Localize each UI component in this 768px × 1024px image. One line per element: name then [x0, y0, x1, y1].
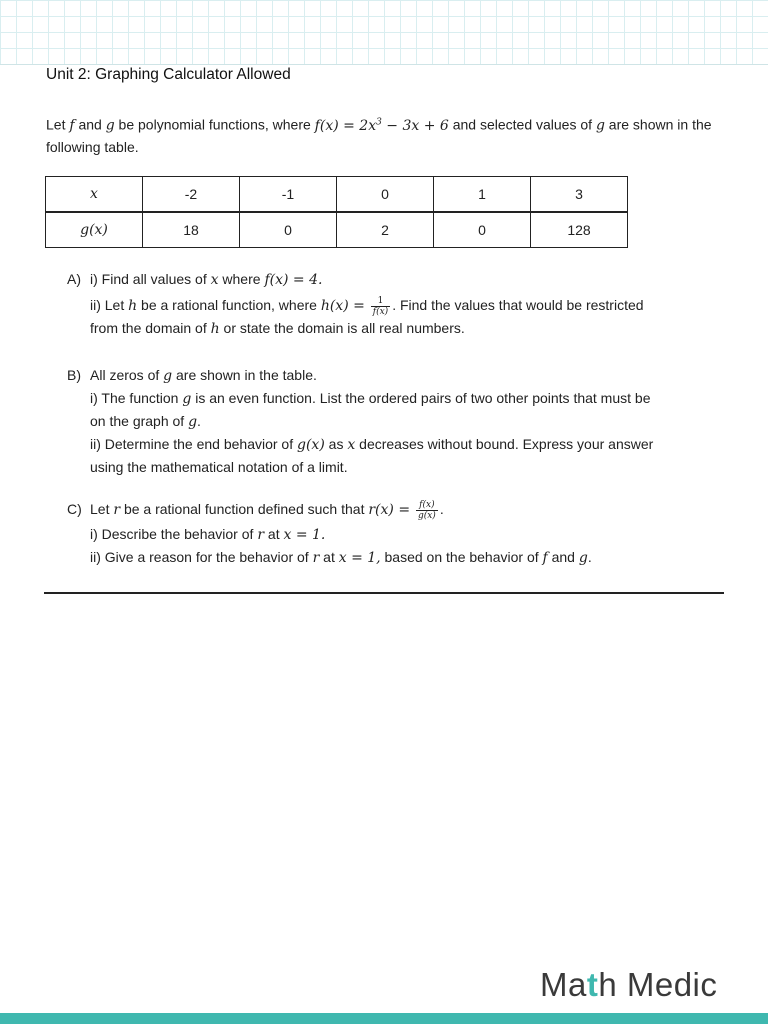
question-a	[67, 268, 717, 340]
text: are shown in the table.	[176, 367, 317, 383]
table-cell: 2	[337, 212, 434, 248]
text: or state the domain is all real numbers.	[223, 320, 465, 336]
text: as	[328, 436, 344, 452]
problem-intro	[46, 112, 736, 158]
math-r: r	[113, 502, 121, 518]
text: from the domain of	[90, 320, 207, 336]
question-c-intro	[90, 496, 740, 523]
question-letter: A)	[67, 271, 81, 287]
math-f: f	[69, 117, 75, 134]
math-eq: x = 1.	[283, 527, 326, 543]
text: .	[197, 413, 201, 429]
math-gx: g(x)	[297, 437, 325, 453]
table-cell: 1	[434, 177, 531, 213]
table-cell: 18	[143, 212, 240, 248]
table-cell: 0	[337, 177, 434, 213]
f-def-rest: − 3x + 6	[381, 117, 449, 134]
table-cell: 128	[531, 212, 628, 248]
text: and	[551, 549, 575, 565]
table-row-x	[46, 177, 628, 213]
math-g: g	[595, 117, 605, 134]
table-row-g	[46, 212, 628, 248]
question-letter: C)	[67, 501, 82, 517]
text: decreases without bound. Express your answer	[359, 436, 654, 452]
math-g: g	[163, 368, 173, 384]
f-definition	[315, 118, 449, 134]
text: be a rational function, where	[141, 297, 317, 313]
text: be a rational function defined such that	[123, 501, 365, 517]
math-eq: x = 1,	[338, 550, 381, 566]
unit-title: Unit 2: Graphing Calculator Allowed	[46, 66, 291, 83]
question-a-ii-line2	[90, 317, 740, 340]
logo-text: h Medic	[598, 966, 718, 1003]
intro-text: and	[78, 116, 102, 133]
text: ii) Give a reason for the behavior of	[90, 549, 309, 565]
math-f: f	[542, 550, 548, 566]
text: i) Find all values of	[90, 271, 207, 287]
intro-text: are shown in the following table.	[46, 116, 712, 155]
question-b-intro	[90, 364, 740, 387]
footer-accent-bar	[0, 1013, 768, 1024]
text: based on the behavior of	[384, 549, 539, 565]
table-header-gx: g(x)	[46, 212, 143, 248]
text: is an even function. List the ordered pairs of two other points that must be	[195, 390, 651, 406]
table-header-x: x	[46, 177, 143, 213]
intro-text: be polynomial functions, where	[118, 116, 311, 133]
values-table	[45, 176, 628, 248]
text: at	[323, 549, 335, 565]
text: i) The function	[90, 390, 179, 406]
fraction-denominator: g(x)	[417, 510, 436, 521]
question-b-ii-line1	[90, 433, 740, 456]
fraction	[371, 296, 390, 317]
math-h: h	[210, 321, 220, 337]
math-g: g	[182, 391, 192, 407]
table-cell: 0	[434, 212, 531, 248]
fraction	[416, 500, 438, 521]
text: ii) Determine the end behavior of	[90, 436, 294, 452]
math-eq: h(x) =	[320, 298, 365, 314]
f-def-exponent: 3	[376, 117, 382, 127]
question-c	[67, 496, 717, 569]
table-cell: 0	[240, 212, 337, 248]
text: Let	[90, 501, 110, 517]
math-g: g	[578, 550, 588, 566]
text: i) Describe the behavior of	[90, 526, 254, 542]
question-c-i	[90, 523, 740, 546]
math-x: x	[347, 437, 356, 453]
logo-text: Ma	[540, 966, 587, 1003]
math-x: x	[210, 272, 219, 288]
math-r: r	[257, 527, 265, 543]
math-h: h	[128, 298, 138, 314]
text: .	[439, 501, 444, 517]
math-eq: f(x) = 4.	[264, 272, 323, 288]
math-g: g	[188, 414, 198, 430]
math-medic-logo	[540, 966, 717, 1004]
question-b	[67, 364, 717, 478]
table-cell: -2	[143, 177, 240, 213]
fraction-denominator: f(x)	[372, 306, 389, 317]
table-cell: 3	[531, 177, 628, 213]
text: where	[222, 271, 261, 287]
text: ii) Let	[90, 297, 125, 313]
section-divider	[44, 592, 724, 594]
question-a-i	[90, 268, 740, 291]
text: at	[267, 526, 280, 542]
text: . Find the values that would be restricted	[392, 297, 644, 313]
math-eq: r(x) =	[368, 502, 411, 518]
text: .	[587, 549, 592, 565]
fraction-numerator: f(x)	[416, 500, 438, 511]
intro-text: and selected values of	[452, 116, 593, 133]
question-c-ii	[90, 546, 740, 569]
text: on the graph of	[90, 413, 185, 429]
logo-cross-t: t	[586, 966, 599, 1003]
math-r: r	[312, 550, 320, 566]
question-b-ii-line2: using the mathematical notation of a limit.	[90, 459, 348, 475]
question-a-ii-line1	[90, 294, 740, 317]
fraction-numerator: 1	[371, 296, 390, 307]
question-b-i-line2	[90, 410, 740, 433]
graph-paper-header	[0, 0, 768, 65]
f-def-base: f(x) = 2x	[314, 117, 377, 134]
intro-text: Let	[46, 116, 66, 133]
text: All zeros of	[90, 367, 160, 383]
question-b-i-line1	[90, 387, 740, 410]
question-letter: B)	[67, 367, 81, 383]
table-cell: -1	[240, 177, 337, 213]
math-g: g	[105, 117, 115, 134]
